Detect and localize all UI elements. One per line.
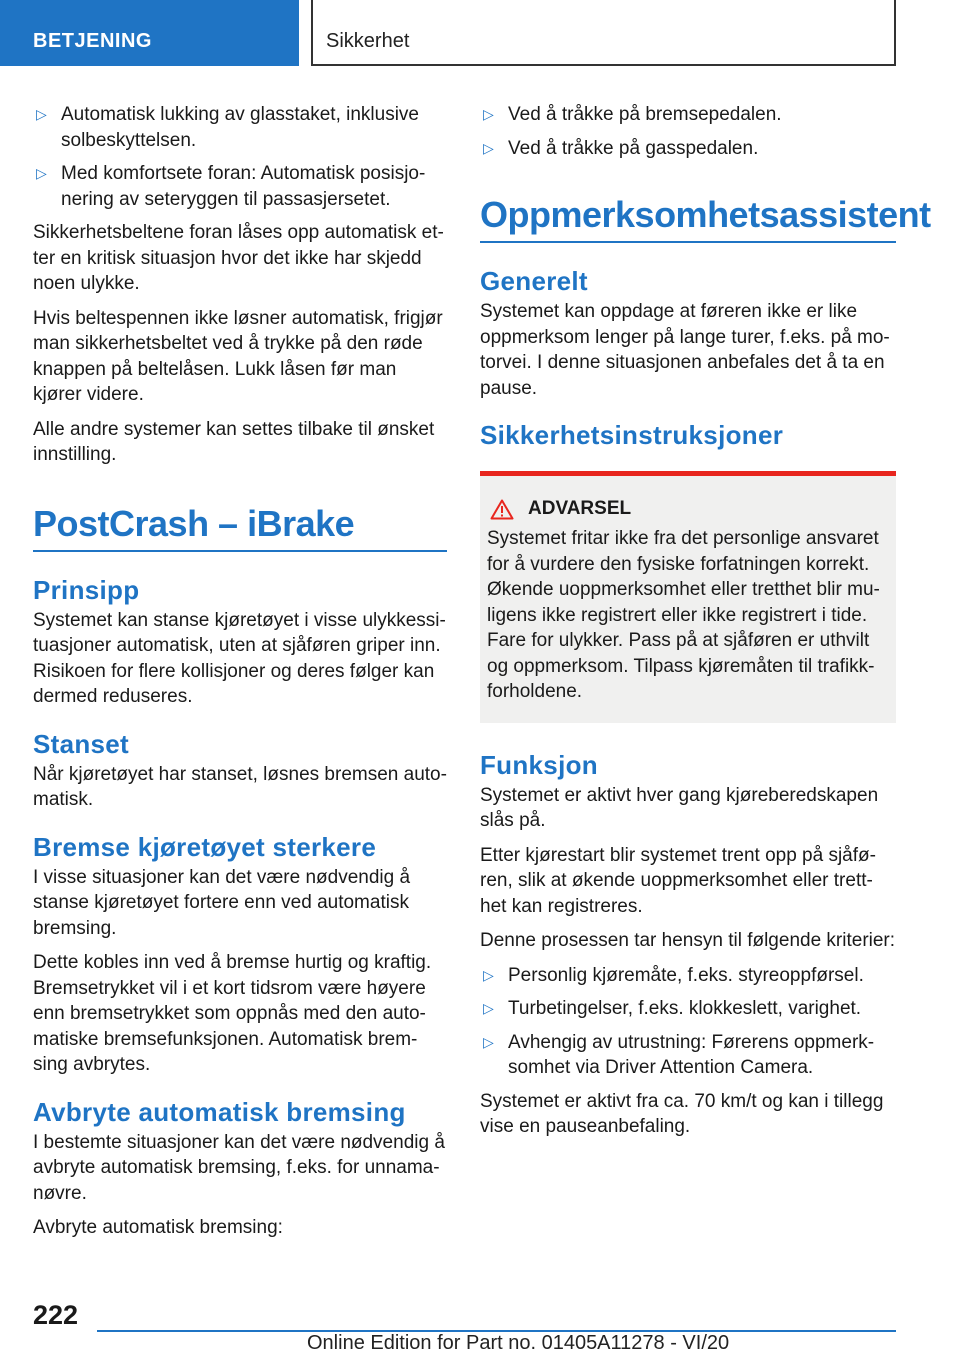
paragraph: I bestemte situasjoner kan det være nødvendig å avbryte automatisk bremsing, f.eks. for unnama‐ nøvre. [33,1131,445,1204]
subheading-stanset: Stanset [33,728,130,759]
list-item: ▷ Ved å tråkke på gasspedalen. [480,136,896,162]
subheading-generelt: Generelt [480,266,588,296]
paragraph: Systemet er aktivt fra ca. 70 km/t og kan i tillegg vise en pauseanbefaling. [480,1090,884,1137]
warning-title [487,498,888,520]
paragraph: Systemet kan oppdage at føreren ikke er like oppmerksom lenger på lange turer, f.eks. på mo‐ torvei. I denne situasjonen anbefales det å ta en pause. [480,301,890,399]
triangle-bullet-icon: ▷ [483,966,494,983]
subheading-funksjon: Funksjon [480,749,598,780]
subheading-avbryte: Avbryte automatisk bremsing [33,1096,406,1127]
warning-text: Systemet fritar ikke fra det personlige ansvaret for å vurdere den fysiske forfatningen korrekt. Økende uoppmerksomhet eller tretthet blir mu‐ ligens ikke registrert eller ikke registrert i tide. Fare for ulykker. Pass på at sjåføren er uthvilt og oppmerksom. Tilpass kjøremåten til trafikk‐ forholdene. [487,528,880,702]
warning-box [480,471,896,723]
paragraph: Alle andre systemer kan settes tilbake til ønsket innstilling. [33,418,435,465]
triangle-bullet-icon: ▷ [36,106,47,122]
footer-edition: Online Edition for Part no. 01405A11278 - VI/20 [307,1332,730,1354]
triangle-bullet-icon: ▷ [483,139,494,156]
paragraph: I visse situasjoner kan det være nødvendig å stanse kjøretøyet fortere enn ved automatisk bremsing. [33,866,411,939]
triangle-bullet-icon: ▷ [483,1000,494,1016]
header-subsection-label: Sikkerhet [326,30,410,52]
paragraph: Hvis beltespennen ikke løsner automatisk, frigjør man sikkerhetsbeltet ved å trykke på den røde knappen på beltelåsen. Lukk låsen før man kjører videre. [33,307,443,405]
triangle-bullet-icon: ▷ [483,1033,494,1050]
triangle-bullet-icon: ▷ [483,106,494,122]
paragraph: Dette kobles inn ved å bremse hurtig og kraftig. Bremsetrykket vil i et kort tidsrom være høyere enn bremsetrykket som oppnås med den auto‐ matiske bremsefunksjonen. Automatisk brem‐ sing avbrytes. [33,952,432,1075]
paragraph: Avbryte automatisk bremsing: [33,1217,283,1238]
header-subsection-box [311,0,896,66]
paragraph: Denne prosessen tar hensyn til følgende kriterier: [480,930,896,951]
section-heading-postcrash: PostCrash – iBrake [33,502,447,552]
right-column [480,102,931,1149]
section-heading-oppmerksomhet: Oppmerksomhetsassistent [480,193,896,243]
list-item: ▷ Med komfortsete foran: Automatisk posisjo‐ nering av seteryggen til passasjersetet. [36,163,426,210]
subheading-prinsipp: Prinsipp [33,574,140,605]
paragraph: Systemet kan stanse kjøretøyet i visse ulykkessi‐ tuasjoner automatisk, uten at sjåføren griper inn. Risikoen for flere kollisjoner og deres følger kan dermed reduseres. [33,609,446,707]
header-section-label: BETJENING [33,30,152,52]
paragraph: Systemet er aktivt hver gang kjøreberedskapen slås på. [480,784,879,831]
warning-title-text: ADVARSEL [528,498,632,519]
list-item: ▷ Avhengig av utrustning: Førerens oppmerk‐ somhet via Driver Attention Camera. [483,1031,875,1078]
page-number: 222 [33,1300,79,1330]
warning-triangle-icon [490,499,514,520]
paragraph: Etter kjørestart blir systemet trent opp på sjåfø‐ ren, slik at økende uoppmerksomhet eller trett‐ het kan registreres. [480,844,876,917]
list-item: ▷ Ved å tråkke på bremsepedalen. [480,102,896,128]
list-item: ▷ Automatisk lukking av glasstaket, inklusive solbeskyttelsen. [36,104,419,151]
paragraph: Sikkerhetsbeltene foran låses opp automatisk et‐ ter en kritisk situasjon hvor det ikke har skjedd noen ulykke. [33,222,444,294]
paragraph: Når kjøretøyet har stanset, løsnes bremsen auto‐ matisk. [33,763,447,810]
list-item: ▷ Personlig kjøremåte, f.eks. styreoppførsel. [480,963,896,989]
left-column [33,102,447,1250]
subheading-bremse: Bremse kjøretøyet sterkere [33,831,377,862]
header-section-tab [0,0,299,66]
list-item: ▷ Turbetingelser, f.eks. klokkeslett, varighet. [480,996,896,1022]
subheading-sikkerhet: Sikkerhetsinstruksjoner [480,420,784,450]
triangle-bullet-icon: ▷ [36,165,47,181]
